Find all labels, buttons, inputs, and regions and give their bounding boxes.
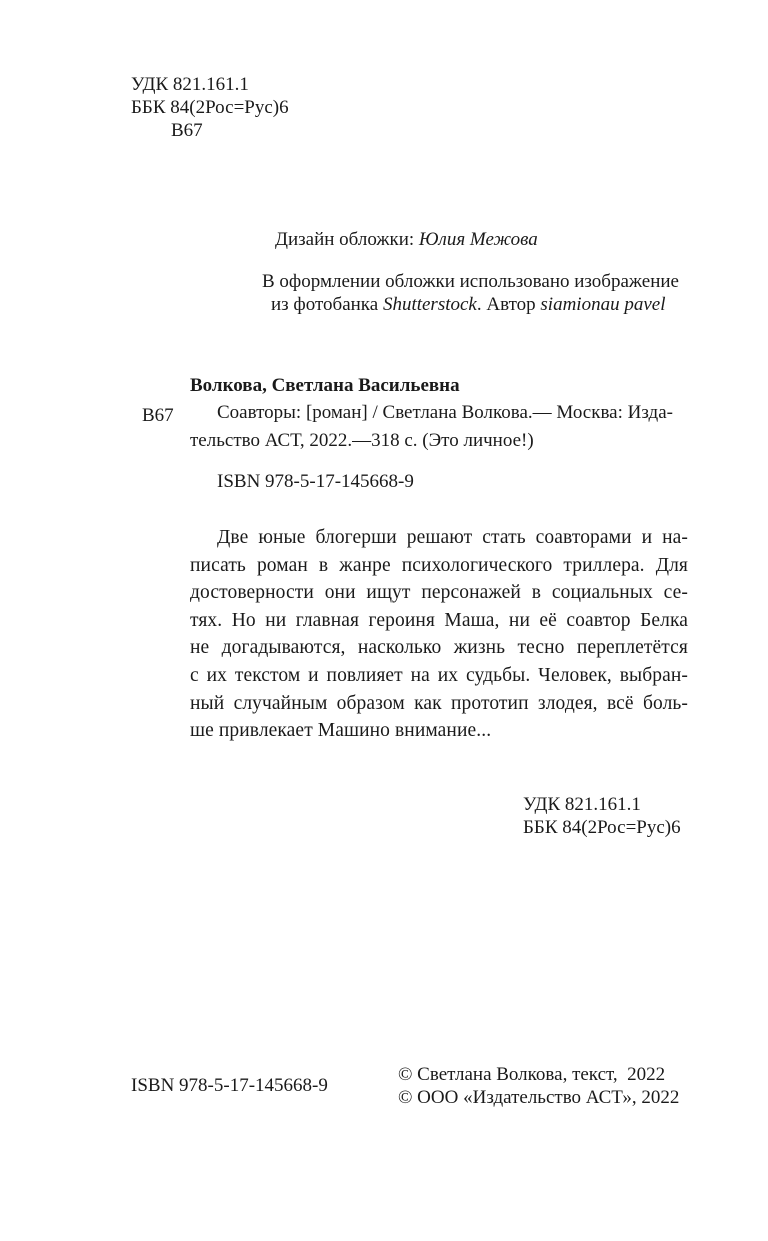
copyright-notices	[398, 1063, 679, 1109]
author-mark: В67	[171, 120, 203, 141]
annotation-line: ше привлекает Машино внимание...	[190, 720, 492, 742]
footer-codes	[523, 793, 681, 839]
cover-design-credit	[275, 229, 538, 251]
annotation-line: с их текстом и повлияет на их судьбы. Человек, выбран-	[190, 664, 688, 686]
catalog-isbn: ISBN 978-5-17-145668-9	[217, 471, 414, 492]
annotation-line: писать роман в жанре психологического триллера. Для	[190, 554, 688, 576]
catalog-author-mark: В67	[142, 405, 174, 426]
copyright-publisher: © ООО «Издательство АСТ», 2022	[398, 1087, 680, 1108]
cover-image-credit	[262, 270, 679, 316]
copyright-author: © Светлана Волкова, текст, 2022	[398, 1064, 666, 1085]
cover-image-line1: В оформлении обложки использовано изображение	[262, 271, 679, 292]
cover-image-line2: из фотобанка Shutterstock. Автор siamionau pavel	[271, 294, 666, 315]
copyright-isbn: ISBN 978-5-17-145668-9	[131, 1075, 328, 1096]
image-source: Shutterstock	[382, 294, 477, 315]
cover-design-label: Дизайн обложки:	[275, 229, 419, 250]
catalog-description-line2: тельство АСТ, 2022.—318 с. (Это личное!)	[190, 430, 534, 451]
annotation-line: достоверности они ищут персонажей в социальных се-	[190, 582, 688, 604]
bbk-code: ББК 84(2Рос=Рус)6	[131, 97, 289, 118]
annotation-line: тях. Но ни главная героиня Маша, ни её соавтор Белка	[190, 609, 688, 631]
udk-code: УДК 821.161.1	[131, 74, 249, 95]
author-heading: Волкова, Светлана Васильевна	[190, 375, 460, 396]
catalog-description-line1: Соавторы: [роман] / Светлана Волкова.— Москва: Изда-	[217, 402, 673, 423]
annotation	[190, 524, 688, 745]
annotation-line: ный случайным образом как прототип злодея, всё боль-	[190, 692, 688, 714]
footer-bbk-code: ББК 84(2Рос=Рус)6	[523, 817, 681, 838]
annotation-line: Две юные блогерши решают стать соавторами и на-	[217, 527, 688, 548]
image-author: siamionau pavel	[540, 294, 666, 315]
footer-udk-code: УДК 821.161.1	[523, 794, 641, 815]
annotation-line: не догадываются, насколько жизнь тесно переплетётся	[190, 637, 688, 659]
cover-designer-name: Юлия Межова	[418, 229, 538, 250]
header-codes	[131, 73, 289, 142]
